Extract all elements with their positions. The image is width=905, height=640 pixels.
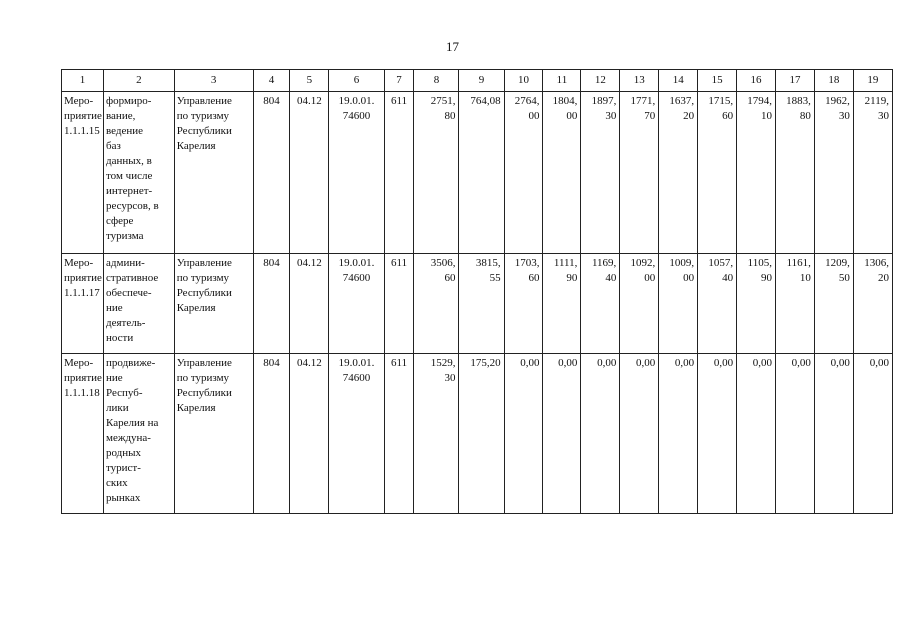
value-cell: 0,00 — [698, 354, 737, 514]
code-cell: 611 — [384, 354, 414, 514]
value-cell: 0,00 — [776, 354, 815, 514]
header-cell: 6 — [329, 70, 384, 92]
header-cell: 14 — [659, 70, 698, 92]
value-cell: 1771, 70 — [620, 92, 659, 254]
value-cell: 1306, 20 — [853, 254, 892, 354]
value-cell: 0,00 — [659, 354, 698, 514]
code-cell: 04.12 — [290, 92, 329, 254]
value-cell: 0,00 — [504, 354, 543, 514]
header-cell: 8 — [414, 70, 459, 92]
code-cell: 19.0.01. 74600 — [329, 354, 384, 514]
value-cell: 1529, 30 — [414, 354, 459, 514]
code-cell: 19.0.01. 74600 — [329, 254, 384, 354]
value-cell: 1897, 30 — [581, 92, 620, 254]
header-cell: 16 — [737, 70, 776, 92]
code-cell: 804 — [253, 254, 290, 354]
value-cell: 3506, 60 — [414, 254, 459, 354]
value-cell: 2751, 80 — [414, 92, 459, 254]
description-cell: продвиже- ние Респуб- лики Карелия на междуна- родных турист- ских рынках — [104, 354, 175, 514]
code-cell: 611 — [384, 254, 414, 354]
table-row — [62, 354, 893, 514]
value-cell: 1703, 60 — [504, 254, 543, 354]
executor-cell: Управление по туризму Республики Карелия — [174, 354, 253, 514]
table-row — [62, 254, 893, 354]
value-cell: 1637, 20 — [659, 92, 698, 254]
page-number: 17 — [446, 39, 459, 54]
value-cell: 0,00 — [853, 354, 892, 514]
executor-cell: Управление по туризму Республики Карелия — [174, 254, 253, 354]
value-cell: 1883, 80 — [776, 92, 815, 254]
activity-cell: Меро- приятие 1.1.1.15 — [62, 92, 104, 254]
value-cell: 1111, 90 — [543, 254, 581, 354]
value-cell: 1169, 40 — [581, 254, 620, 354]
value-cell: 1715, 60 — [698, 92, 737, 254]
header-cell: 19 — [853, 70, 892, 92]
header-cell: 2 — [104, 70, 175, 92]
header-cell: 12 — [581, 70, 620, 92]
header-row — [62, 70, 893, 92]
value-cell: 1092, 00 — [620, 254, 659, 354]
value-cell: 0,00 — [737, 354, 776, 514]
value-cell: 1804, 00 — [543, 92, 581, 254]
activity-cell: Меро- приятие 1.1.1.18 — [62, 354, 104, 514]
value-cell: 1009, 00 — [659, 254, 698, 354]
value-cell: 1794, 10 — [737, 92, 776, 254]
executor-cell: Управление по туризму Республики Карелия — [174, 92, 253, 254]
code-cell: 04.12 — [290, 254, 329, 354]
value-cell: 0,00 — [814, 354, 853, 514]
code-cell: 804 — [253, 92, 290, 254]
value-cell: 2764, 00 — [504, 92, 543, 254]
code-cell: 804 — [253, 354, 290, 514]
header-cell: 3 — [174, 70, 253, 92]
activity-cell: Меро- приятие 1.1.1.17 — [62, 254, 104, 354]
header-cell: 4 — [253, 70, 290, 92]
value-cell: 1209, 50 — [814, 254, 853, 354]
description-cell: формиро- вание, ведение баз данных, в том числе интернет- ресурсов, в сфере туризма — [104, 92, 175, 254]
code-cell: 611 — [384, 92, 414, 254]
budget-table — [61, 69, 893, 514]
header-cell: 7 — [384, 70, 414, 92]
header-cell: 1 — [62, 70, 104, 92]
value-cell: 3815, 55 — [459, 254, 504, 354]
code-cell: 19.0.01. 74600 — [329, 92, 384, 254]
value-cell: 0,00 — [620, 354, 659, 514]
header-cell: 18 — [814, 70, 853, 92]
value-cell: 1105, 90 — [737, 254, 776, 354]
header-cell: 11 — [543, 70, 581, 92]
header-cell: 15 — [698, 70, 737, 92]
value-cell: 0,00 — [543, 354, 581, 514]
table-row — [62, 92, 893, 254]
header-cell: 13 — [620, 70, 659, 92]
value-cell: 764,08 — [459, 92, 504, 254]
header-cell: 10 — [504, 70, 543, 92]
header-cell: 17 — [776, 70, 815, 92]
value-cell: 1057, 40 — [698, 254, 737, 354]
value-cell: 2119, 30 — [853, 92, 892, 254]
value-cell: 175,20 — [459, 354, 504, 514]
value-cell: 0,00 — [581, 354, 620, 514]
description-cell: админи- стративное обеспече- ние деятель- ности — [104, 254, 175, 354]
header-cell: 5 — [290, 70, 329, 92]
header-cell: 9 — [459, 70, 504, 92]
value-cell: 1962, 30 — [814, 92, 853, 254]
value-cell: 1161, 10 — [776, 254, 815, 354]
code-cell: 04.12 — [290, 354, 329, 514]
